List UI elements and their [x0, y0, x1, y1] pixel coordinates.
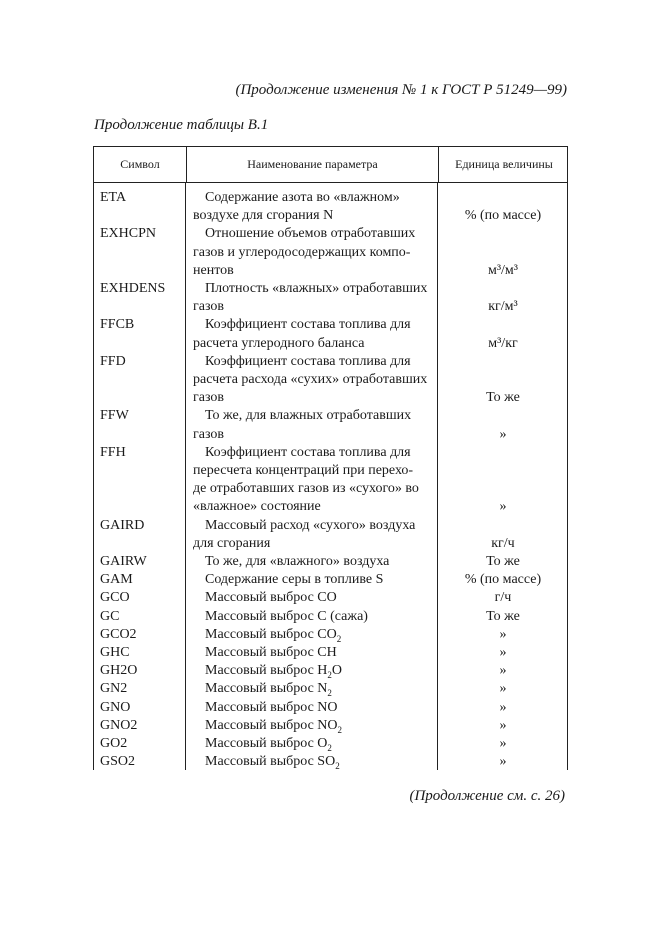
- name-line: нентов: [193, 262, 234, 278]
- row-unit: »: [499, 626, 507, 642]
- column-header-name: Наименование параметра: [247, 157, 378, 171]
- row-symbol: GHC: [100, 645, 130, 660]
- row-symbol: GAIRW: [100, 554, 147, 569]
- name-line: Коэффициент состава топлива для: [205, 444, 411, 460]
- row-parameter-name: [193, 517, 433, 553]
- row-parameter-name: [193, 571, 433, 589]
- name-line: газов: [193, 426, 225, 442]
- name-line: То же, для «влажного» воздуха: [205, 554, 390, 569]
- name-line: Содержание серы в топливе S: [205, 572, 384, 588]
- name-line: Массовый выброс С (сажа): [205, 608, 368, 624]
- row-unit: »: [499, 499, 507, 515]
- row-parameter-name: [193, 626, 433, 644]
- row-parameter-name: [193, 608, 433, 626]
- row-parameter-name: [193, 280, 433, 316]
- name-line: газов и углеродосодержащих компо-: [193, 244, 411, 260]
- row-unit: м³/кг: [488, 335, 518, 351]
- row-unit: г/ч: [494, 590, 512, 606]
- row-parameter-name: [193, 680, 433, 698]
- name-line: де отработавших газов из «сухого» во: [193, 481, 419, 497]
- row-symbol: GAIRD: [100, 517, 145, 533]
- row-symbol: FFCB: [100, 317, 135, 333]
- row-unit: % (по массе): [464, 208, 542, 224]
- row-parameter-name: [193, 316, 433, 352]
- row-symbol: GSO2: [100, 754, 136, 770]
- row-symbol: GN2: [100, 681, 128, 697]
- row-unit: »: [499, 663, 507, 679]
- row-parameter-name: [193, 189, 433, 225]
- row-unit: То же: [486, 390, 520, 406]
- table-left-border: [93, 183, 94, 770]
- name-line: Массовый расход «сухого» воздуха: [205, 517, 416, 533]
- row-symbol: FFW: [100, 408, 129, 424]
- row-parameter-name: [193, 353, 433, 408]
- name-main: Массовый выброс O: [205, 736, 328, 751]
- row-unit: »: [499, 426, 507, 442]
- row-symbol: EXHCPN: [100, 226, 157, 242]
- row-symbol: GNO2: [100, 717, 138, 733]
- row-symbol: ETA: [100, 190, 127, 205]
- row-parameter-name: [193, 589, 433, 607]
- row-symbol: GCO2: [100, 626, 137, 642]
- name-line: Массовый выброс CH: [205, 645, 337, 660]
- name-main: Массовый выброс SO: [205, 754, 336, 770]
- name-line: газов: [193, 390, 225, 406]
- name-line: расчета углеродного баланса: [193, 335, 365, 351]
- name-subscript: 2: [337, 724, 343, 735]
- name-line: Плотность «влажных» отработавших: [205, 281, 428, 296]
- row-parameter-name: [193, 553, 433, 571]
- name-line: Коэффициент состава топлива для: [205, 353, 411, 369]
- name-line: Коэффициент состава топлива для: [205, 317, 411, 333]
- name-line: газов: [193, 299, 225, 315]
- row-unit: »: [499, 699, 507, 715]
- row-symbol: GH2O: [100, 663, 138, 679]
- name-main: Массовый выброс NO: [205, 717, 338, 733]
- row-unit: »: [499, 736, 507, 751]
- column-header-unit: Единица величины: [455, 157, 553, 171]
- row-unit: »: [499, 754, 507, 770]
- name-main: Массовый выброс CO: [205, 626, 337, 642]
- row-unit: »: [499, 717, 507, 733]
- name-subscript: 2: [327, 742, 332, 753]
- name-line: расчета расхода «сухих» отработавших: [193, 372, 428, 387]
- row-parameter-name: [193, 444, 433, 517]
- row-symbol: GNO: [100, 699, 131, 715]
- row-unit: % (по массе): [464, 572, 542, 588]
- name-line: «влажное» состояние: [193, 499, 321, 515]
- row-unit: То же: [486, 608, 520, 624]
- name-subscript: 2: [327, 669, 332, 680]
- row-symbol: GC: [100, 608, 120, 624]
- name-line: Массовый выброс NO: [205, 699, 338, 715]
- row-parameter-name: [193, 717, 433, 735]
- row-symbol: GO2: [100, 736, 128, 751]
- name-subscript: 2: [336, 633, 342, 644]
- name-tail: O: [331, 663, 343, 679]
- name-subscript: 2: [327, 688, 332, 699]
- table-header: [93, 146, 568, 183]
- row-parameter-name: [193, 699, 433, 717]
- name-subscript: 2: [335, 760, 340, 771]
- row-symbol: EXHDENS: [100, 281, 166, 296]
- parameter-table: [93, 146, 568, 770]
- row-symbol: FFH: [100, 444, 126, 460]
- row-unit: То же: [486, 554, 520, 569]
- row-unit: м³/м³: [487, 262, 518, 278]
- row-unit: кг/м³: [488, 299, 518, 315]
- row-parameter-name: [193, 662, 433, 680]
- continuation-note: (Продолжение см. с. 26): [409, 788, 565, 804]
- document-header: (Продолжение изменения № 1 к ГОСТ Р 51249—99): [235, 82, 567, 98]
- row-parameter-name: [193, 225, 433, 280]
- name-main: Массовый выброс H: [205, 663, 328, 679]
- name-line: воздухе для сгорания N: [193, 208, 334, 224]
- row-parameter-name: [193, 407, 433, 443]
- row-unit: »: [499, 645, 507, 660]
- column-header-symbol: Символ: [120, 157, 160, 171]
- name-line: То же, для влажных отработавших: [205, 408, 412, 424]
- table-caption: Продолжение таблицы В.1: [94, 117, 269, 133]
- row-unit: кг/ч: [491, 535, 515, 551]
- name-line: Отношение объемов отработавших: [205, 226, 416, 242]
- row-symbol: GCO: [100, 590, 130, 606]
- name-line: пересчета концентраций при перехо-: [193, 463, 414, 478]
- row-symbol: GAM: [100, 572, 133, 588]
- name-line: Массовый выброс CO: [205, 590, 337, 606]
- row-parameter-name: [193, 644, 433, 662]
- row-unit: »: [499, 681, 507, 697]
- column-divider-1: [185, 183, 186, 770]
- name-line: для сгорания: [193, 535, 271, 551]
- row-parameter-name: [193, 753, 433, 771]
- name-main: Массовый выброс N: [205, 681, 328, 697]
- row-symbol: FFD: [100, 353, 126, 369]
- name-line: Содержание азота во «влажном»: [205, 190, 400, 205]
- row-parameter-name: [193, 735, 433, 753]
